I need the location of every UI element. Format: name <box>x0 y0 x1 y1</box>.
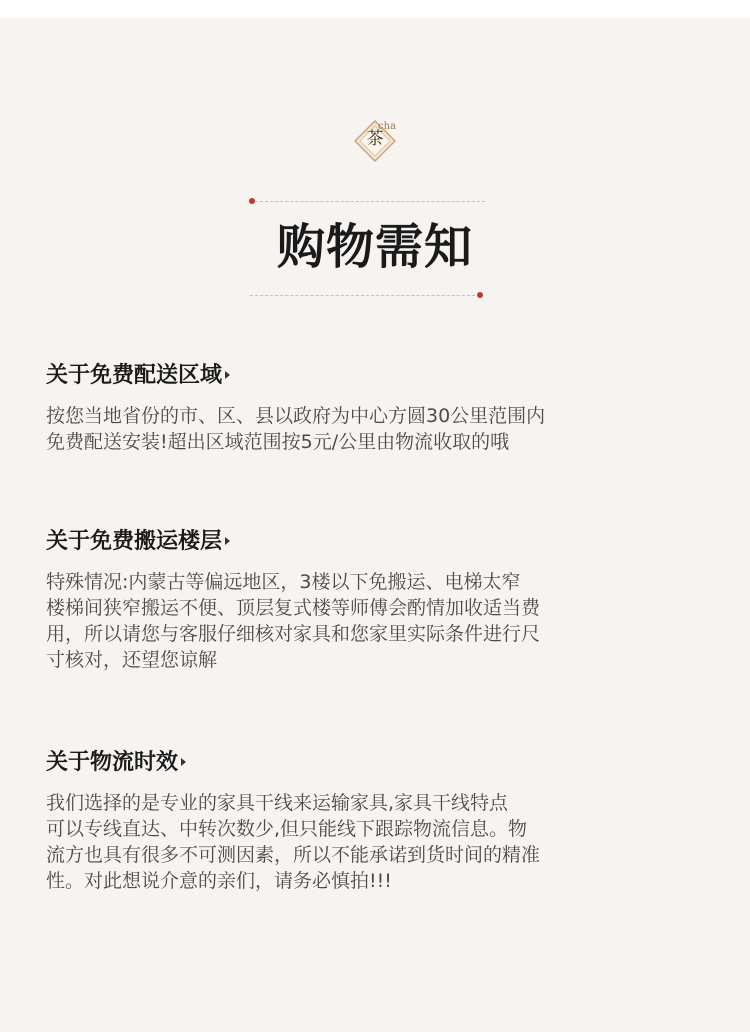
body-line: 按您当地省份的市、区、县以政府为中心方圆30公里范围内 <box>46 405 546 427</box>
body-line: 可以专线直达、中转次数少,但只能线下跟踪物流信息。物 <box>46 818 528 840</box>
body-line: 免费配送安装!超出区域范围按5元/公里由物流收取的哦 <box>46 431 510 453</box>
section-body <box>46 403 686 455</box>
body-line: 用，所以请您与客服仔细核对家具和您家里实际条件进行尺 <box>46 623 541 645</box>
arrow-right-icon <box>225 371 230 379</box>
body-line: 性。对此想说介意的亲们，请务必慎拍!!! <box>46 870 392 892</box>
body-line: 流方也具有很多不可测因素，所以不能承诺到货时间的精准 <box>46 844 541 866</box>
section-body <box>46 569 686 673</box>
arrow-right-icon <box>181 758 186 766</box>
logo-character: 茶 <box>366 129 384 149</box>
section-body <box>46 790 686 894</box>
title-rule-top <box>255 201 485 202</box>
tea-logo <box>354 120 396 162</box>
section-heading <box>46 527 686 555</box>
body-line: 寸核对，还望您谅解 <box>46 649 218 671</box>
body-line: 特殊情况:内蒙古等偏远地区，3楼以下免搬运、电梯太窄 <box>46 571 521 593</box>
title-dot-top <box>249 198 255 204</box>
arrow-right-icon <box>225 537 230 545</box>
section-heading-text: 关于免费搬运楼层 <box>46 528 223 554</box>
section-free-delivery <box>46 361 686 455</box>
notice-page <box>0 18 750 1032</box>
section-logistics-timing <box>46 748 686 894</box>
section-heading-text: 关于物流时效 <box>46 749 179 775</box>
body-line: 楼梯间狭窄搬运不便、顶层复式楼等师傅会酌情加收适当费 <box>46 597 541 619</box>
title-dot-bottom <box>477 292 483 298</box>
section-heading-text: 关于免费配送区域 <box>46 362 223 388</box>
page-title: 购物需知 <box>276 219 473 275</box>
section-free-carry-floors <box>46 527 686 673</box>
title-rule-bottom <box>250 295 480 296</box>
section-heading <box>46 748 686 776</box>
section-heading <box>46 361 686 389</box>
logo-pinyin: cha <box>378 121 397 132</box>
body-line: 我们选择的是专业的家具干线来运输家具,家具干线特点 <box>46 792 509 814</box>
